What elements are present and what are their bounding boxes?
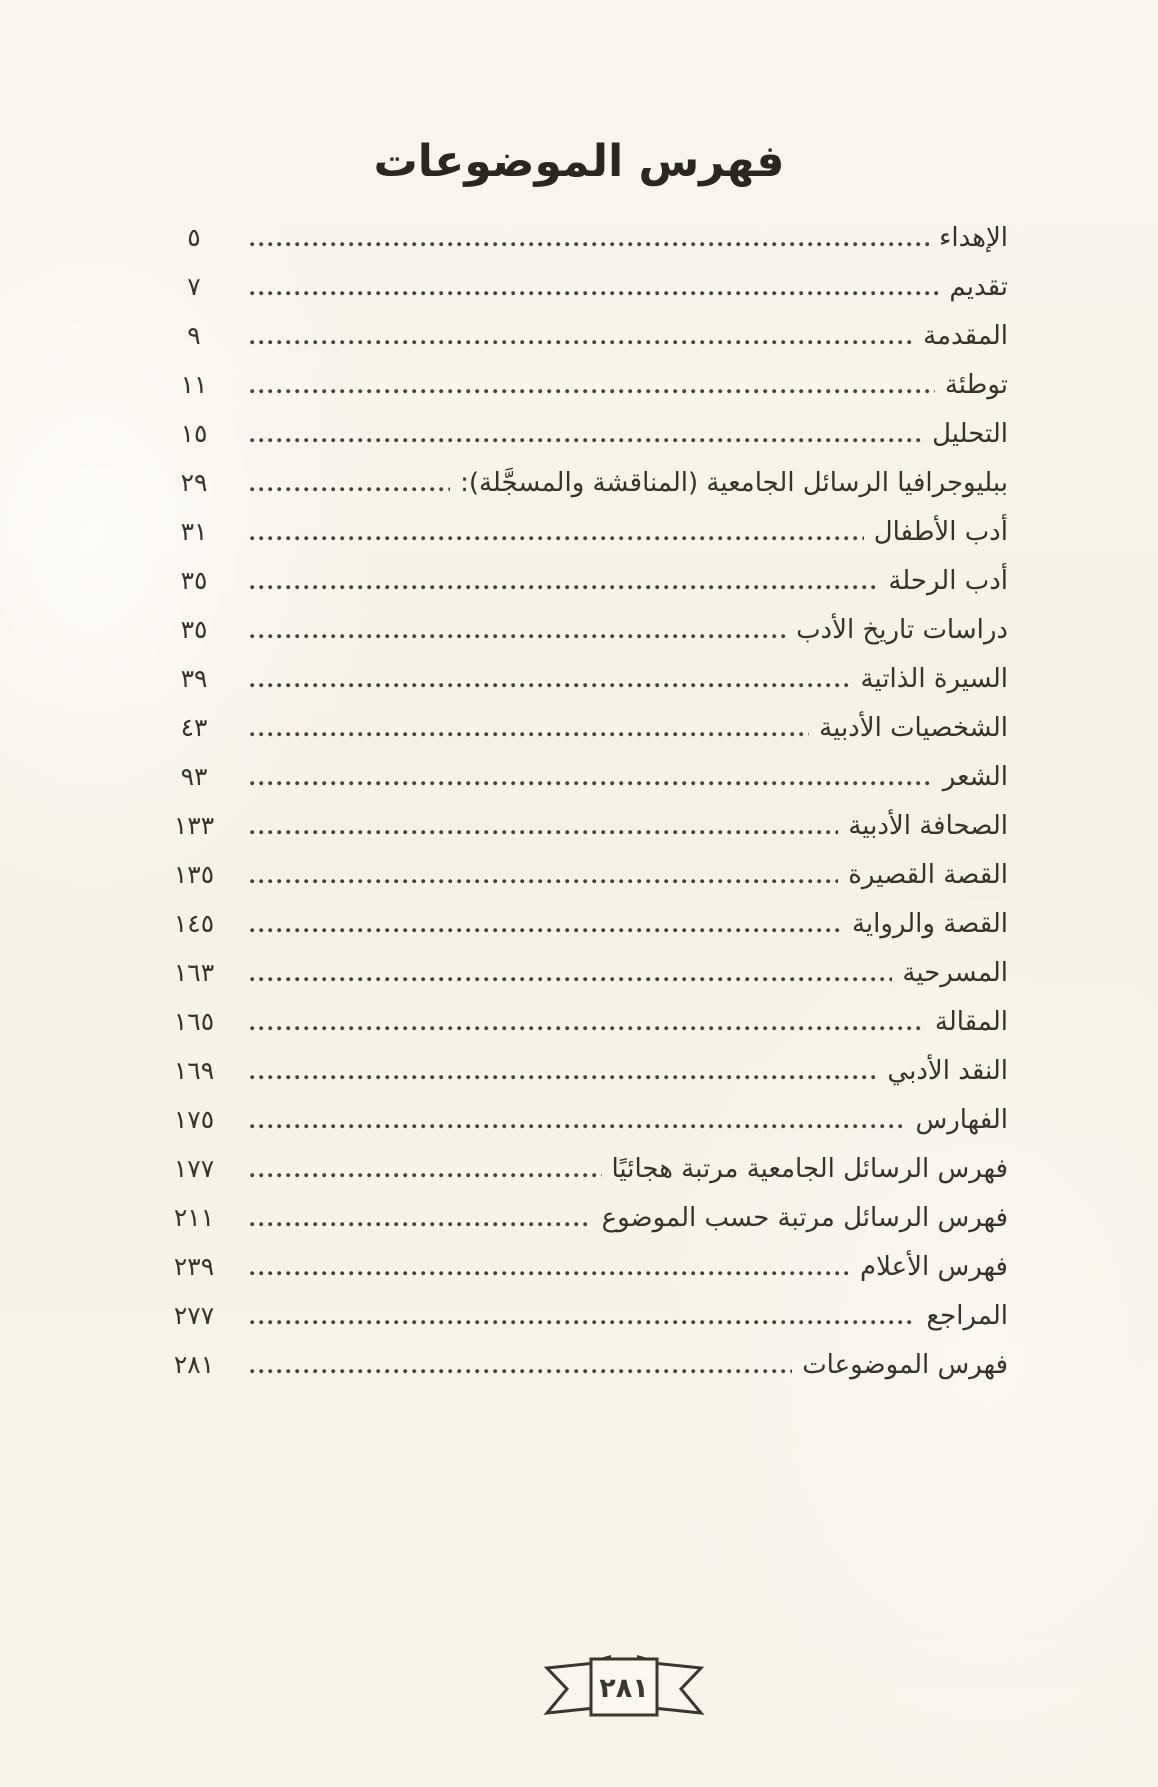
toc-entry	[148, 948, 1008, 997]
toc-entry	[148, 262, 1008, 311]
toc-entry-page: ٣٩	[180, 664, 208, 693]
toc-entry	[148, 311, 1008, 360]
toc-entry	[148, 899, 1008, 948]
toc-entry-page: ٢٣٩	[173, 1252, 215, 1281]
toc-entry-title: المسرحية	[902, 957, 1008, 988]
toc-entry-title: المقالة	[934, 1006, 1008, 1037]
toc-entry-page: ١٧٧	[173, 1154, 215, 1183]
dotted-leader	[250, 781, 933, 786]
toc-entry-title: الإهداء	[939, 222, 1008, 253]
toc-entry-page: ٧	[187, 272, 201, 301]
dotted-leader	[250, 340, 913, 345]
toc-entry-title: دراسات تاريخ الأدب	[796, 614, 1008, 645]
toc-entry-title: الشخصيات الأدبية	[819, 712, 1008, 743]
dotted-leader	[250, 585, 878, 590]
dotted-leader	[250, 928, 842, 933]
dotted-leader	[250, 291, 939, 296]
toc-entry-page: ١٦٩	[173, 1056, 215, 1085]
toc-entry	[148, 605, 1008, 654]
dotted-leader	[250, 536, 864, 541]
toc-entry-title: المراجع	[926, 1300, 1008, 1331]
toc-entry-title: النقد الأدبي	[887, 1055, 1008, 1086]
toc-entry	[148, 1144, 1008, 1193]
toc-entry-page: ٢١١	[173, 1203, 215, 1232]
toc-entry-title: الصحافة الأدبية	[848, 810, 1008, 841]
toc-entry-title: فهرس الرسائل مرتبة حسب الموضوع	[601, 1202, 1008, 1233]
dotted-leader	[250, 389, 935, 394]
dotted-leader	[250, 1222, 592, 1227]
toc-entry-title: القصة القصيرة	[848, 859, 1008, 890]
toc-entry	[148, 1340, 1008, 1389]
toc-entry-title: المقدمة	[923, 320, 1008, 351]
toc-entry-title: القصة والرواية	[851, 908, 1008, 939]
toc-list	[148, 213, 1008, 1389]
dotted-leader	[250, 1026, 925, 1031]
footer-page-number: ٢٨١	[599, 1673, 649, 1704]
dotted-leader	[250, 683, 851, 688]
toc-entry-page: ٢٧٧	[173, 1301, 215, 1330]
toc-entry	[148, 1193, 1008, 1242]
toc-entry-page: ٣٥	[180, 566, 208, 595]
toc-entry-title: التحليل	[932, 418, 1008, 449]
toc-entry-page: ١٦٥	[173, 1007, 215, 1036]
toc-entry-page: ٩	[187, 321, 201, 350]
toc-entry-page: ١١	[180, 370, 208, 399]
toc-entry-title: فهرس الموضوعات	[802, 1349, 1008, 1380]
ribbon-right-tail	[653, 1663, 701, 1713]
toc-entry-page: ٢٨١	[173, 1350, 215, 1379]
toc-entry-page: ١٦٣	[173, 958, 215, 987]
toc-entry-page: ٢٩	[180, 468, 208, 497]
toc-entry-page: ١٥	[180, 419, 208, 448]
dotted-leader	[250, 830, 838, 835]
toc-entry-title: ببليوجرافيا الرسائل الجامعية (المناقشة والمسجَّلة):	[460, 467, 1008, 498]
toc-entry	[148, 654, 1008, 703]
dotted-leader	[250, 879, 838, 884]
ribbon-left-tail	[547, 1663, 595, 1713]
toc-entry-page: ٣٥	[180, 615, 208, 644]
toc-entry-page: ١٣٣	[173, 811, 215, 840]
toc-entry-title: تقديم	[949, 271, 1008, 302]
toc-entry	[148, 850, 1008, 899]
dotted-leader	[250, 732, 809, 737]
toc-entry-title: فهرس الرسائل الجامعية مرتبة هجائيًا	[611, 1153, 1008, 1184]
toc-entry	[148, 997, 1008, 1046]
dotted-leader	[250, 1320, 916, 1325]
toc-entry	[148, 1291, 1008, 1340]
toc-entry-page: ١٧٥	[173, 1105, 215, 1134]
toc-entry-title: الفهارس	[915, 1104, 1008, 1135]
dotted-leader	[250, 977, 892, 982]
toc-entry	[148, 360, 1008, 409]
toc-entry-page: ٤٣	[180, 713, 208, 742]
dotted-leader	[250, 1124, 906, 1129]
toc-entry-title: أدب الرحلة	[888, 565, 1008, 596]
toc-entry-page: ١٣٥	[173, 860, 215, 889]
toc-entry	[148, 507, 1008, 556]
toc-entry	[148, 801, 1008, 850]
dotted-leader	[250, 1369, 792, 1374]
toc-entry-title: السيرة الذاتية	[860, 663, 1008, 694]
toc-entry	[148, 458, 1008, 507]
toc-entry	[148, 1095, 1008, 1144]
toc-entry-page: ٩٣	[180, 762, 208, 791]
toc-entry-title: فهرس الأعلام	[860, 1251, 1008, 1282]
dotted-leader	[250, 438, 922, 443]
toc-entry	[148, 1046, 1008, 1095]
toc-entry-page: ٥	[187, 223, 201, 252]
toc-entry-title: أدب الأطفال	[873, 516, 1008, 547]
dotted-leader	[250, 487, 450, 492]
page-number-ribbon-icon	[539, 1648, 709, 1726]
toc-entry	[148, 213, 1008, 262]
dotted-leader	[250, 1075, 877, 1080]
toc-entry-page: ١٤٥	[173, 909, 215, 938]
page-number-badge	[539, 1648, 709, 1726]
toc-entry	[148, 556, 1008, 605]
dotted-leader	[250, 1271, 850, 1276]
dotted-leader	[250, 242, 929, 247]
toc-entry-title: الشعر	[942, 761, 1008, 792]
toc-entry-title: توطئة	[944, 369, 1008, 400]
dotted-leader	[250, 634, 786, 639]
toc-entry	[148, 703, 1008, 752]
dotted-leader	[250, 1173, 602, 1178]
toc-entry-page: ٣١	[180, 517, 208, 546]
toc-entry	[148, 1242, 1008, 1291]
toc-entry	[148, 752, 1008, 801]
page-title: فهرس الموضوعات	[373, 136, 785, 187]
toc-entry	[148, 409, 1008, 458]
